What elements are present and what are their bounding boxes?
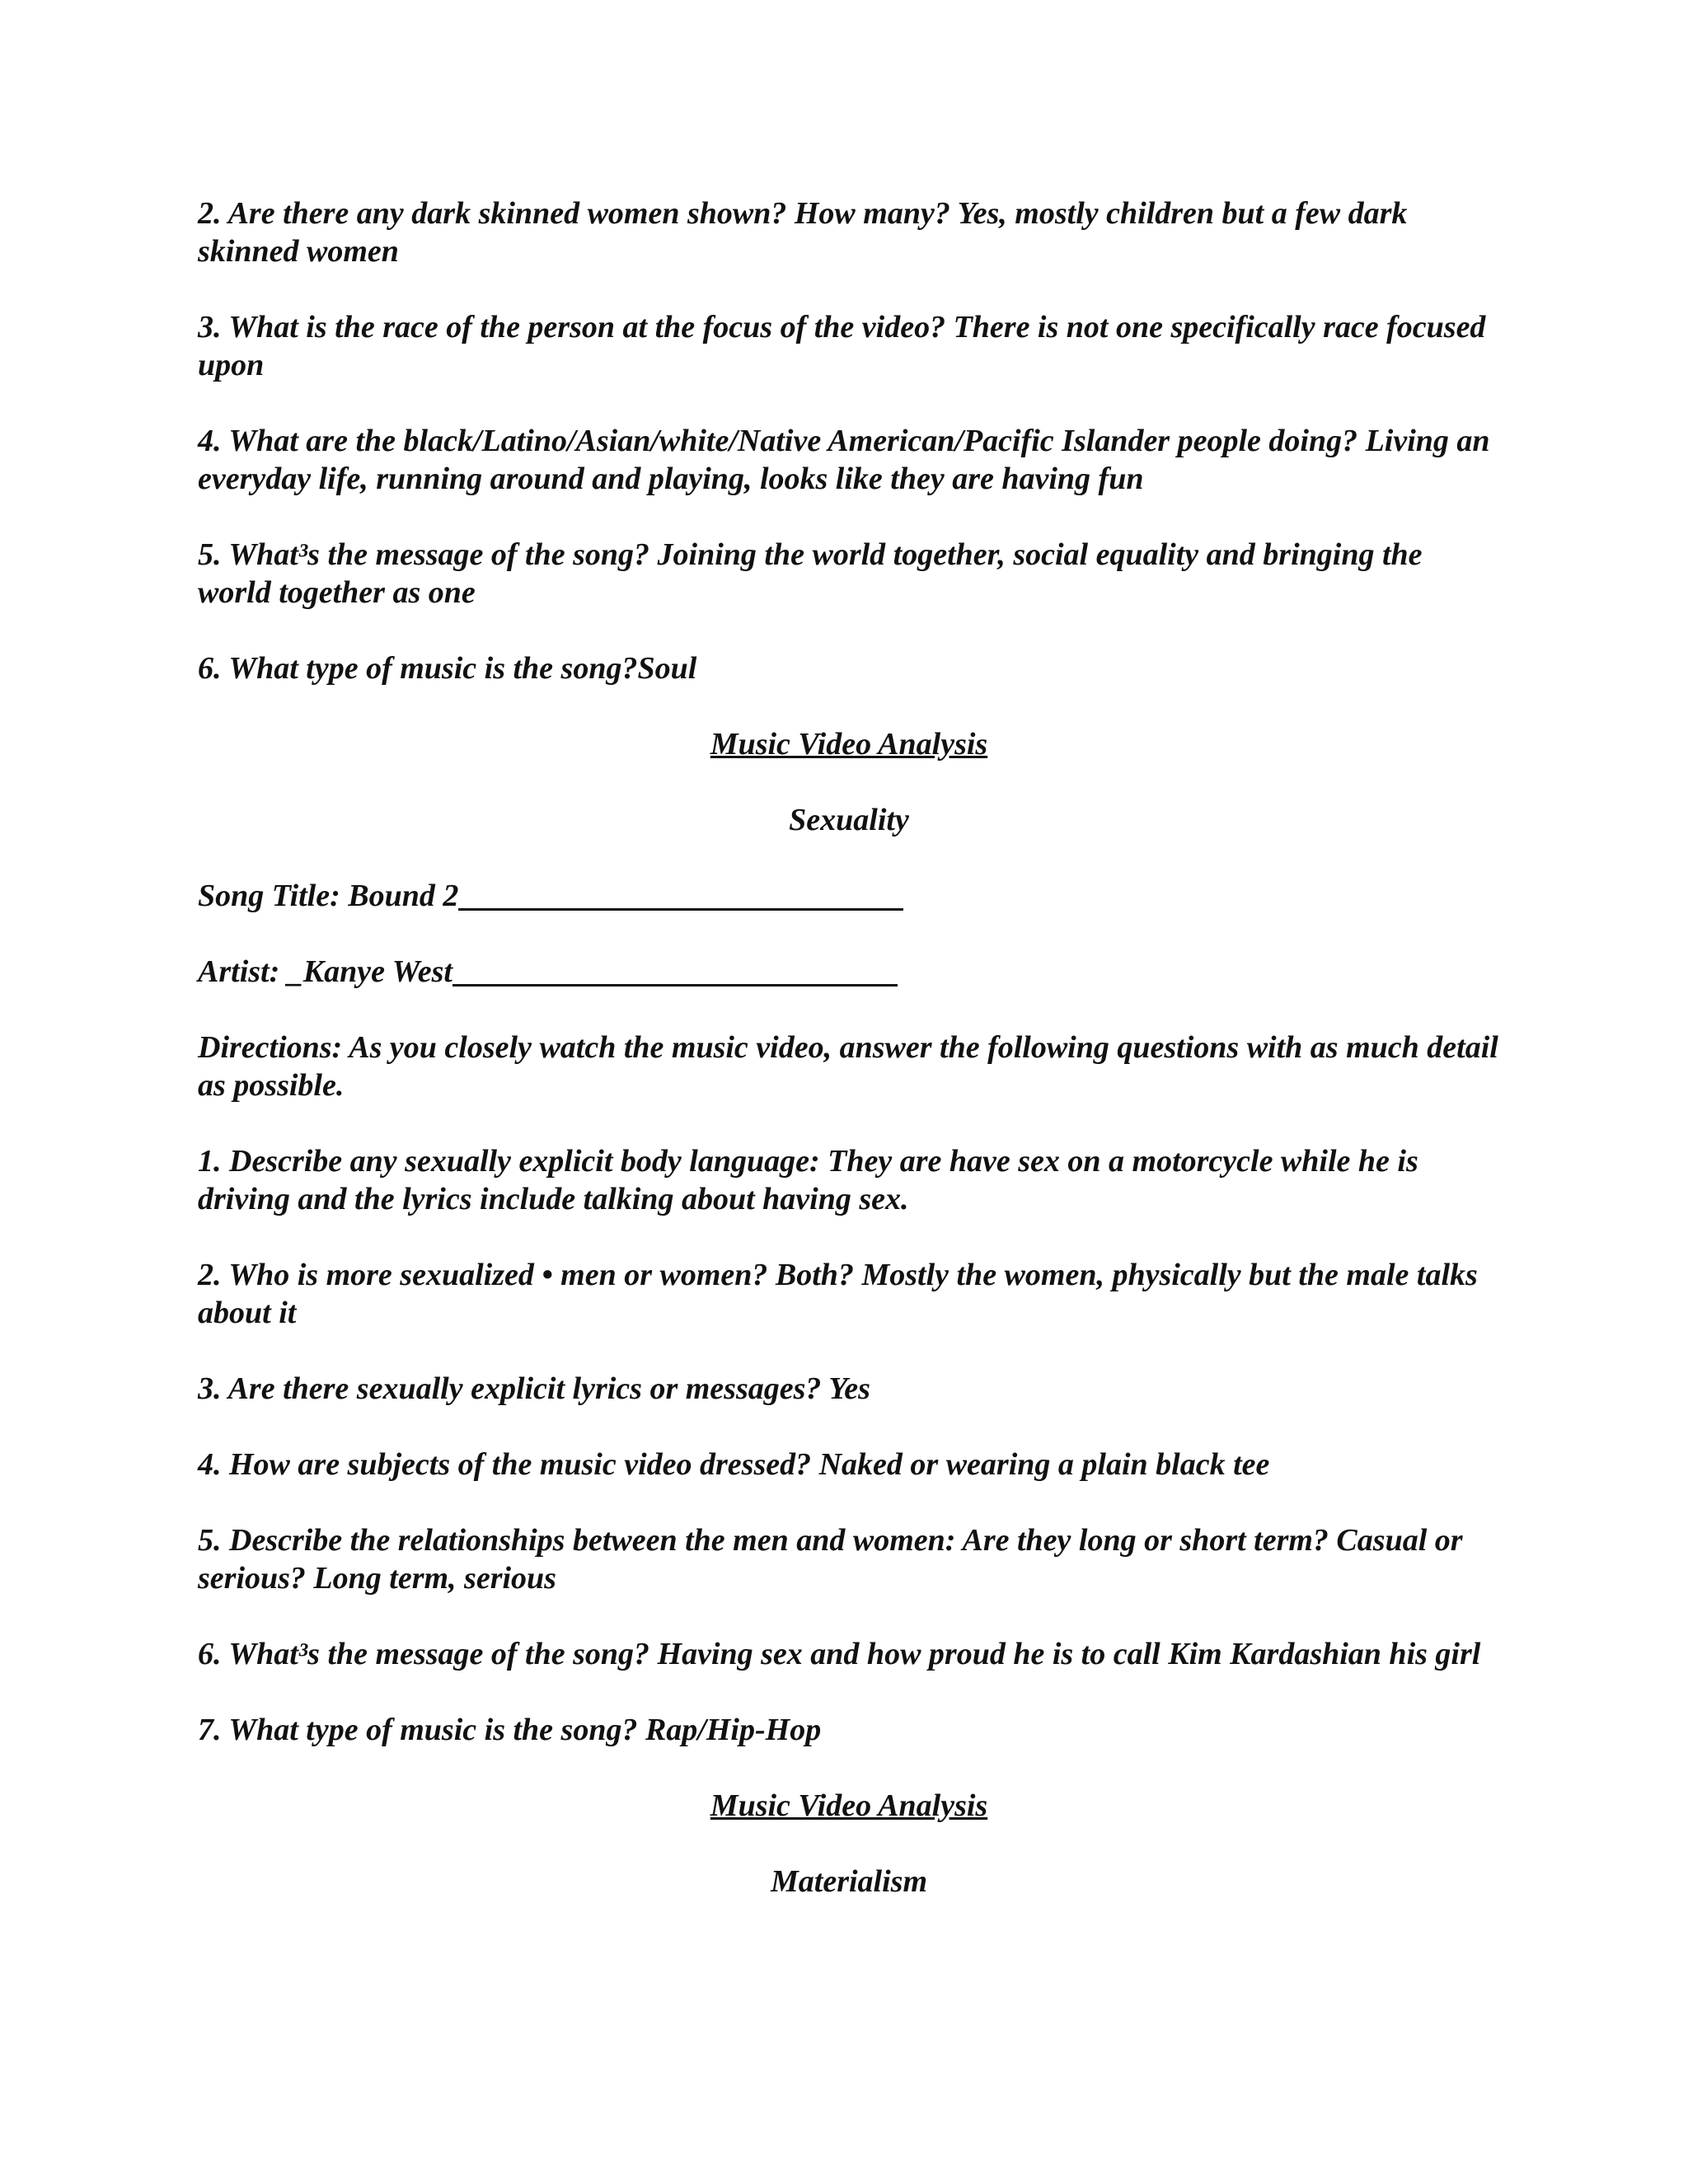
sexuality-question-6: 6. What³s the message of the song? Having sex and how proud he is to call Kim Kardashian his girl	[198, 1637, 1481, 1671]
song-title-field	[198, 877, 1500, 915]
question-5-song-message: 5. What³s the message of the song? Joining the world together, social equality and bringing the world together as one	[198, 537, 1423, 610]
question-2-dark-skinned-women: 2. Are there any dark skinned women shown? How many? Yes, mostly children but a few dark skinned women	[198, 196, 1408, 269]
directions-text: Directions: As you closely watch the music video, answer the following questions with as much detail as possible.	[198, 1030, 1498, 1103]
question-3-race-focus: 3. What is the race of the person at the focus of the video? There is not one specifically race focused upon	[198, 310, 1486, 382]
sexuality-question-5: 5. Describe the relationships between the men and women: Are they long or short term? Casual or serious? Long term, serious	[198, 1523, 1463, 1596]
song-title-label: Song Title: Bound 2	[198, 879, 459, 913]
document-body	[198, 194, 1500, 1938]
section-subheading-sexuality: Sexuality	[789, 803, 909, 837]
section-heading-sexuality: Music Video Analysis	[710, 727, 988, 762]
question-4-people-doing: 4. What are the black/Latino/Asian/white/Native American/Pacific Islander people doing? Living an everyday life, running around and playing, looks like they are having fun	[198, 424, 1490, 496]
question-6-music-type: 6. What type of music is the song?Soul	[198, 651, 697, 686]
section-subheading-materialism: Materialism	[770, 1864, 928, 1899]
artist-field	[198, 953, 1500, 991]
section-heading-materialism: Music Video Analysis	[710, 1788, 988, 1823]
artist-label: Artist: _Kanye West	[198, 954, 452, 989]
sexuality-question-7: 7. What type of music is the song? Rap/Hip-Hop	[198, 1713, 822, 1747]
sexuality-question-1: 1. Describe any sexually explicit body language: They are have sex on a motorcycle while he is driving and the lyrics include talking about having sex.	[198, 1144, 1418, 1216]
artist-blank-line	[452, 953, 898, 987]
sexuality-question-3: 3. Are there sexually explicit lyrics or messages? Yes	[198, 1371, 870, 1406]
sexuality-question-2: 2. Who is more sexualized • men or women? Both? Mostly the women, physically but the male talks about it	[198, 1258, 1478, 1330]
song-title-blank-line	[458, 877, 903, 911]
sexuality-question-4: 4. How are subjects of the music video dressed? Naked or wearing a plain black tee	[198, 1447, 1270, 1482]
